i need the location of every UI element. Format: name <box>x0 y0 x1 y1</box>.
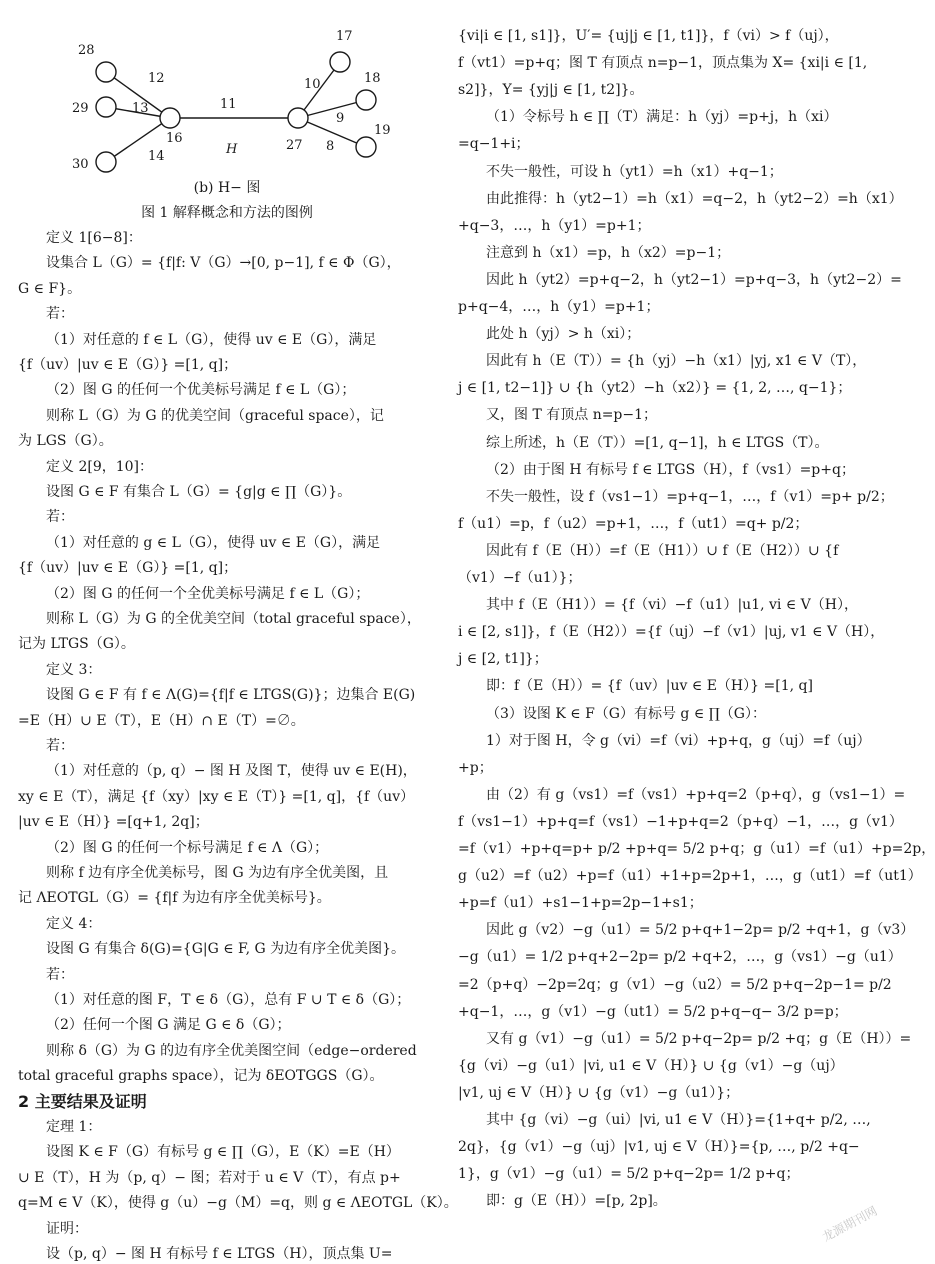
text-line: 又有 g（v1）−g（u1）= 5/2 p+q−2p= p/2 +q；g（E（H））= <box>486 1030 912 1047</box>
text-line: 设图 G 有集合 δ(G)={G|G ∈ F, G 为边有序全优美图}。 <box>46 941 406 958</box>
text-line: +p=f（u1）+s1−1+p=2p−1+s1； <box>458 895 703 912</box>
edge-label: 9 <box>336 111 345 126</box>
text-line: −g（u1）= 1/2 p+q+2−2p= p/2 +q+2，…，g（vs1）−g（u1） <box>458 949 902 966</box>
text-line: 若： <box>46 738 74 754</box>
text-line: （v1）−f（u1）}； <box>458 570 582 586</box>
text-line: （2）由于图 H 有标号 f ∈ LTGS（H），f（vs1）=p+q； <box>486 461 855 478</box>
figure-subcaption: (b) H− 图 <box>193 180 261 196</box>
text-line: q=M ∈ V（K），使得 g（u）−g（M）=q，则 g ∈ ΛEOTGL（K）。 <box>18 1195 458 1212</box>
text-line: s2]}，Y= {yj|j ∈ [1, t2]}。 <box>458 82 644 99</box>
text-line: +q−3，…，h（y1）=p+1； <box>458 217 651 234</box>
text-line: {f（uv）|uv ∈ E（G）} =[1, q]； <box>18 357 238 373</box>
text-line: 综上所述，h（E（T））=[1, q−1]，h ∈ LTGS（T）。 <box>486 434 829 451</box>
text-line: （1）令标号 h ∈ ∏（T）满足：h（yj）=p+j，h（xi） <box>486 109 838 126</box>
text-line: ∪ E（T），H 为（p, q）− 图；若对于 u ∈ V（T），有点 p+ <box>18 1169 401 1186</box>
text-line: 设图 G ∈ F 有 f ∈ Λ(G)={f|f ∈ LTGS(G)}；边集合 E(G) <box>46 687 416 704</box>
figure-caption: 图 1 解释概念和方法的图例 <box>141 205 313 221</box>
text-line: 即：f（E（H））= {f（uv）|uv ∈ E（H）} =[1, q] <box>486 678 813 695</box>
node-label: 16 <box>166 131 183 146</box>
text-line: 定义 3： <box>46 661 102 678</box>
text-line: 设集合 L（G）= {f|f: V（G）→[0, p−1], f ∈ Φ（G）， <box>46 255 401 272</box>
text-line: 1}，g（v1）−g（u1）= 5/2 p+q−2p= 1/2 p+q； <box>458 1166 800 1183</box>
node-16 <box>160 108 180 128</box>
text-line: 因此 h（yt2）=p+q−2，h（yt2−1）=p+q−3，h（yt2−2）= <box>486 271 902 288</box>
edge-label: 14 <box>148 149 165 164</box>
text-line: +q−1，…，g（v1）−g（ut1）= 5/2 p+q−q− 3/2 p=p； <box>458 1003 848 1020</box>
node-18 <box>356 90 376 110</box>
section-heading: 2 主要结果及证明 <box>18 1091 147 1111</box>
text-line: 定义 2[9，10]： <box>46 458 154 475</box>
text-line: 其中 {g（vi）−g（ui）|vi, u1 ∈ V（H）}={1+q+ p/2, …, <box>486 1112 871 1128</box>
node-28 <box>96 62 116 82</box>
node-27 <box>288 108 308 128</box>
text-line: 由（2）有 g（vs1）=f（vs1）+p+q=2（p+q），g（vs1−1）= <box>486 786 906 803</box>
node-label: 17 <box>336 29 353 44</box>
text-line: （3）设图 K ∈ F（G）有标号 g ∈ ∏（G）： <box>486 705 766 722</box>
text-line: p+q−4，…，h（y1）=p+1； <box>458 299 660 315</box>
text-line: =E（H）∪ E（T），E（H）∩ E（T）=∅。 <box>18 712 305 729</box>
text-line: 设（p, q）− 图 H 有标号 f ∈ LTGS（H），顶点集 U= <box>46 1246 393 1262</box>
node-label: 28 <box>78 43 95 58</box>
node-label: 18 <box>364 71 381 86</box>
text-line: 此处 h（yj）> h（xi）； <box>486 326 641 343</box>
text-line: =f（v1）+p+q=p+ p/2 +p+q= 5/2 p+q；g（u1）=f（u1）+p=2p， <box>458 841 935 857</box>
node-17 <box>330 52 350 72</box>
text-line: 又，图 T 有顶点 n=p−1； <box>486 407 658 424</box>
text-line: （2）图 G 的任何一个全优美标号满足 f ∈ L（G）； <box>46 585 370 602</box>
text-line: {f（uv）|uv ∈ E（G）} =[1, q]； <box>18 560 238 577</box>
node-29 <box>96 97 116 117</box>
edge-label: 10 <box>304 77 321 92</box>
edge-label: 8 <box>326 139 335 154</box>
text-line: {vi|i ∈ [1, s1]}，U′= {uj|j ∈ [1, t1]}，f（vi）> f（uj）， <box>458 28 839 44</box>
text-line: |uv ∈ E（H）} =[q+1, 2q]； <box>18 814 209 831</box>
text-line: f（u1）=p，f（u2）=p+1，…，f（ut1）=q+ p/2； <box>458 515 809 532</box>
node-label: 30 <box>72 157 89 172</box>
text-line: 证明： <box>46 1220 88 1237</box>
text-line: 设图 K ∈ F（G）有标号 g ∈ ∏（G），E（K）=E（H） <box>46 1144 400 1161</box>
text-line: +p； <box>458 759 493 776</box>
node-label: 19 <box>374 123 391 138</box>
text-line: （1）对任意的 f ∈ L（G），使得 uv ∈ E（G），满足 <box>46 331 377 348</box>
text-line: 由此推得：h（yt2−1）=h（x1）=q−2，h（yt2−2）=h（x1） <box>486 190 903 207</box>
text-line: 2q}，{g（v1）−g（uj）|v1, uj ∈ V（H）}={p, …, p/2 +q− <box>458 1139 860 1156</box>
text-line: 定义 1[6−8]： <box>46 230 142 246</box>
text-line: （2）图 G 的任何一个标号满足 f ∈ Λ（G）； <box>46 839 329 856</box>
graph-label: H <box>226 142 238 157</box>
text-line: （2）图 G 的任何一个优美标号满足 f ∈ L（G）； <box>46 382 356 399</box>
text-line: 记 ΛEOTGL（G）= {f|f 为边有序全优美标号}。 <box>18 890 331 907</box>
text-line: 则称 L（G）为 G 的优美空间（graceful space），记 <box>46 407 384 424</box>
text-line: 定义 4： <box>46 915 102 932</box>
watermark-logo: 龙源期刊网 <box>819 1203 880 1245</box>
text-line: 记为 LTGS（G）。 <box>18 636 135 653</box>
text-line: 因此有 f（E（H））=f（E（H1））∪ f（E（H2））∪ {f <box>486 542 839 559</box>
node-label: 27 <box>286 138 303 153</box>
text-line: （1）对任意的 g ∈ L（G），使得 uv ∈ E（G），满足 <box>46 534 381 551</box>
text-line: =q−1+i； <box>458 136 530 153</box>
text-line: j ∈ [1, t2−1]} ∪ {h（yt2）−h（x2）} = {1, 2, …, q−1}； <box>458 380 852 397</box>
text-line: 则称 L（G）为 G 的全优美空间（total graceful space）， <box>46 611 421 627</box>
edge-label: 11 <box>220 97 237 112</box>
node-19 <box>356 137 376 157</box>
text-line: 因此 g（v2）−g（u1）= 5/2 p+q+1−2p= p/2 +q+1，g（v3） <box>486 922 915 939</box>
text-line: =2（p+q）−2p=2q；g（v1）−g（u2）= 5/2 p+q−2p−1= p/2 <box>458 976 892 993</box>
text-line: f（vs1−1）+p+q=f（vs1）−1+p+q=2（p+q）−1，…，g（v1） <box>458 813 903 830</box>
text-line: 即：g（E（H））=[p, 2p]。 <box>486 1193 667 1210</box>
text-line: g（u2）=f（u2）+p=f（u1）+1+p=2p+1，…，g（ut1）=f（ut1） <box>458 868 922 885</box>
text-line: {g（vi）−g（u1）|vi, u1 ∈ V（H）} ∪ {g（v1）−g（uj） <box>458 1057 844 1074</box>
text-line: 设图 G ∈ F 有集合 L（G）= {g|g ∈ ∏（G）}。 <box>46 484 352 500</box>
text-line: 不失一般性，可设 h（yt1）=h（x1）+q−1； <box>486 163 783 180</box>
text-line: 若： <box>46 966 74 983</box>
text-line: 则称 δ（G）为 G 的边有序全优美图空间（edge−ordered <box>46 1042 417 1059</box>
text-line: （1）对任意的（p, q）− 图 H 及图 T，使得 uv ∈ E(H)， <box>46 763 417 780</box>
text-line: 其中 f（E（H1））= {f（vi）−f（u1）|u1, vi ∈ V（H）， <box>486 597 858 614</box>
figure-graph-h <box>58 10 391 175</box>
text-line: |v1, uj ∈ V（H）} ∪ {g（v1）−g（u1）}； <box>458 1084 740 1101</box>
text-line: （2）任何一个图 G 满足 G ∈ δ（G）； <box>46 1017 291 1034</box>
text-line: G ∈ F}。 <box>18 280 82 297</box>
text-line: 则称 f 边有序全优美标号，图 G 为边有序全优美图，且 <box>46 865 389 881</box>
edge-label: 12 <box>148 71 165 86</box>
text-line: j ∈ [2, t1]}； <box>458 651 548 668</box>
text-line: 因此有 h（E（T））= {h（yj）−h（x1）|yj, x1 ∈ V（T）， <box>486 353 867 370</box>
text-line: 若： <box>46 509 74 526</box>
text-line: xy ∈ E（T），满足 {f（xy）|xy ∈ E（T）} =[1, q]，{f（uv） <box>18 788 415 805</box>
text-line: 若： <box>46 306 74 323</box>
text-line: 注意到 h（x1）=p，h（x2）=p−1； <box>486 244 731 261</box>
edge-label: 13 <box>132 101 149 116</box>
text-line: i ∈ [2, s1]}，f（E（H2））={f（uj）−f（v1）|uj, v1 ∈ V（H）， <box>458 624 885 641</box>
text-line: 不失一般性，设 f（vs1−1）=p+q−1，…，f（v1）=p+ p/2； <box>486 488 894 505</box>
text-line: 定理 1： <box>46 1119 102 1135</box>
text-line: （1）对任意的图 F，T ∈ δ（G），总有 F ∪ T ∈ δ（G）； <box>46 992 411 1008</box>
node-label: 29 <box>72 101 89 116</box>
text-line: f（vt1）=p+q；图 T 有顶点 n=p−1，顶点集为 X= {xi|i ∈ [1, <box>458 55 868 72</box>
node-30 <box>96 152 116 172</box>
text-line: total graceful graphs space），记为 δEOTGGS（G）。 <box>18 1068 384 1085</box>
text-line: 1）对于图 H，令 g（vi）=f（vi）+p+q，g（uj）=f（uj） <box>486 732 871 749</box>
text-line: 为 LGS（G）。 <box>18 433 113 450</box>
